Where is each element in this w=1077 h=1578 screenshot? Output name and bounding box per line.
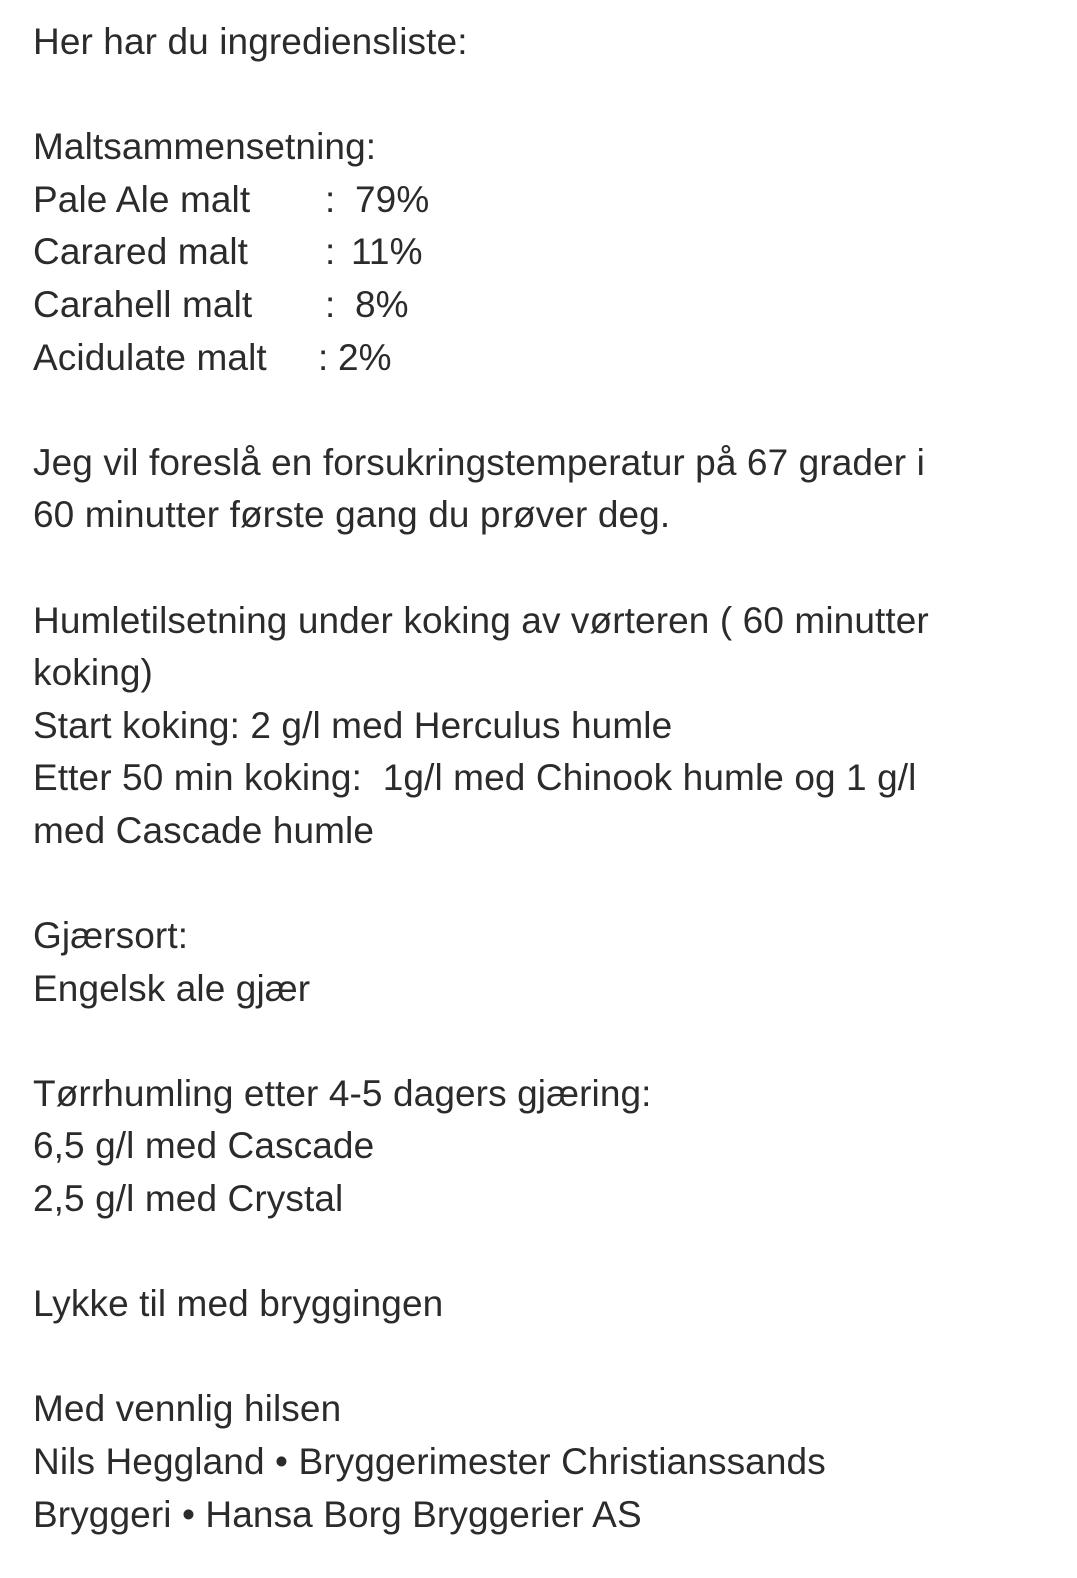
dryhop-section [33,1068,1053,1226]
malt-separator: : [325,178,336,220]
intro-text: Her har du ingrediensliste: [33,21,468,62]
malt-name: Acidulate malt [33,336,267,378]
hops-line: koking) [33,652,153,694]
malt-separator: : [325,231,336,273]
message-body [33,16,1053,1541]
spacer [33,69,1053,122]
mash-section [33,437,1053,542]
closing-text: Lykke til med bryggingen [33,1283,444,1325]
malt-percent: 2% [338,336,392,378]
malt-name: Carared malt [33,231,249,273]
yeast-heading: Gjærsort: [33,915,189,957]
spacer [33,1226,1053,1279]
malt-name: Pale Ale malt [33,178,251,220]
yeast-section [33,910,1053,1015]
signature-section [33,1383,1053,1541]
malt-separator: : [318,336,329,378]
hops-line: Humletilsetning under koking av vørteren ( 60 minutter [33,599,929,641]
signature-line: Bryggeri • Hansa Borg Bryggerier AS [33,1493,642,1535]
signature-line: Nils Heggland • Bryggerimester Christianssands [33,1441,826,1483]
spacer [33,1015,1053,1068]
malt-percent: 79% [355,178,430,220]
malt-section [33,121,1053,384]
hops-line: Etter 50 min koking: 1g/l med Chinook humle og 1 g/l [33,757,917,799]
spacer [33,384,1053,437]
signature-greeting: Med vennlig hilsen [33,1388,342,1430]
malt-name: Carahell malt [33,283,253,325]
dryhop-heading: Tørrhumling etter 4-5 dagers gjæring: [33,1072,652,1114]
spacer [33,1331,1053,1384]
malt-row [33,174,1053,227]
dryhop-line: 2,5 g/l med Crystal [33,1178,344,1220]
malt-row [33,279,1053,332]
malt-heading: Maltsammensetning: [33,126,377,168]
malt-percent: 11% [351,231,423,273]
spacer [33,542,1053,595]
hops-line: Start koking: 2 g/l med Herculus humle [33,704,673,746]
mash-line: Jeg vil foreslå en forsukringstemperatur på 67 grader i [33,441,925,483]
spacer [33,858,1053,911]
mash-line: 60 minutter første gang du prøver deg. [33,494,671,536]
malt-percent: 8% [355,283,409,325]
hops-line: med Cascade humle [33,809,375,851]
malt-row [33,332,1053,385]
malt-separator: : [325,283,336,325]
malt-row [33,226,1053,279]
dryhop-line: 6,5 g/l med Cascade [33,1125,375,1167]
hops-section [33,595,1053,858]
yeast-value: Engelsk ale gjær [33,967,311,1009]
